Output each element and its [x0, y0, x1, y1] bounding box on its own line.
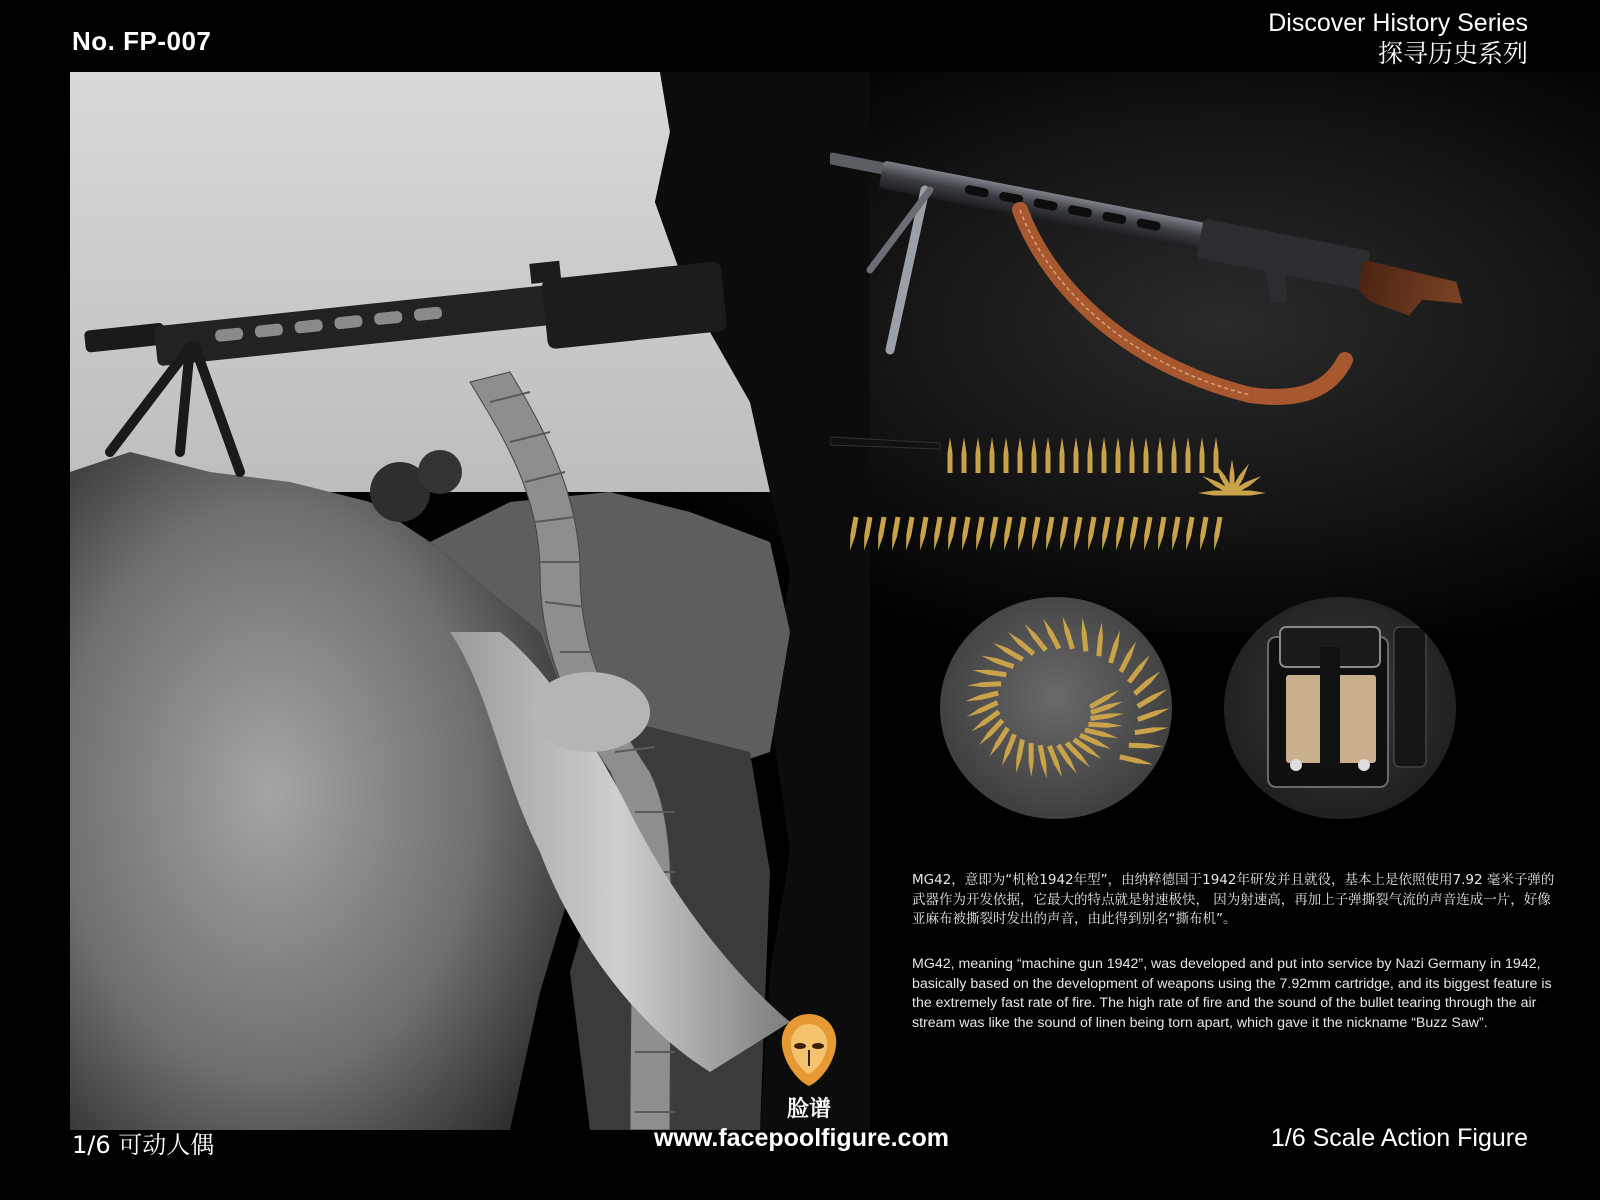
ammo-belt-product-image [830, 425, 1300, 555]
product-number: No. FP-007 [72, 26, 212, 56]
scale-label-en: 1/6 Scale Action Figure [1270, 1124, 1528, 1152]
description-english: MG42, meaning “machine gun 1942”, was developed and put into service by Nazi Germany in 1942, basically based on the development of weapons using the 7.92mm cartridge, and its biggest feature is the extremely fast rate of fire. The high rate of fire and the sound of the bullet tearing through the air stream was like the sound of linen being torn apart, which gave it the nickname “Buzz Saw”. [912, 956, 1552, 1031]
series-title-cn: 探寻历史系列 [1377, 40, 1528, 68]
description-chinese: MG42，意即为“机枪1942年型”，由纳粹德国于1942年研发并且就役，基本上是依照使用7.92 毫米子弹的武器作为开发依据，它最大的特点就是射速极快， 因为射速高，再加上子弹撕裂气流的声音连成一片，好像亚麻布被撕裂时发出的声音，由此得到别名“撕布机”。 [912, 872, 1555, 928]
historical-photo [70, 72, 870, 1130]
scale-label-cn: 1/6 可动人偶 [72, 1131, 215, 1159]
facepool-logo [774, 1010, 844, 1120]
logo-text: 脸谱 [786, 1097, 831, 1122]
pouch-detail-circle [1224, 597, 1456, 819]
series-title-en: Discover History Series [1268, 9, 1528, 37]
website-link[interactable]: www.facepoolfigure.com [654, 1124, 949, 1152]
series-title [1268, 8, 1528, 70]
ammo-detail-circle [940, 597, 1172, 819]
mask-icon [774, 1010, 844, 1090]
mg42-product-image [830, 150, 1490, 440]
